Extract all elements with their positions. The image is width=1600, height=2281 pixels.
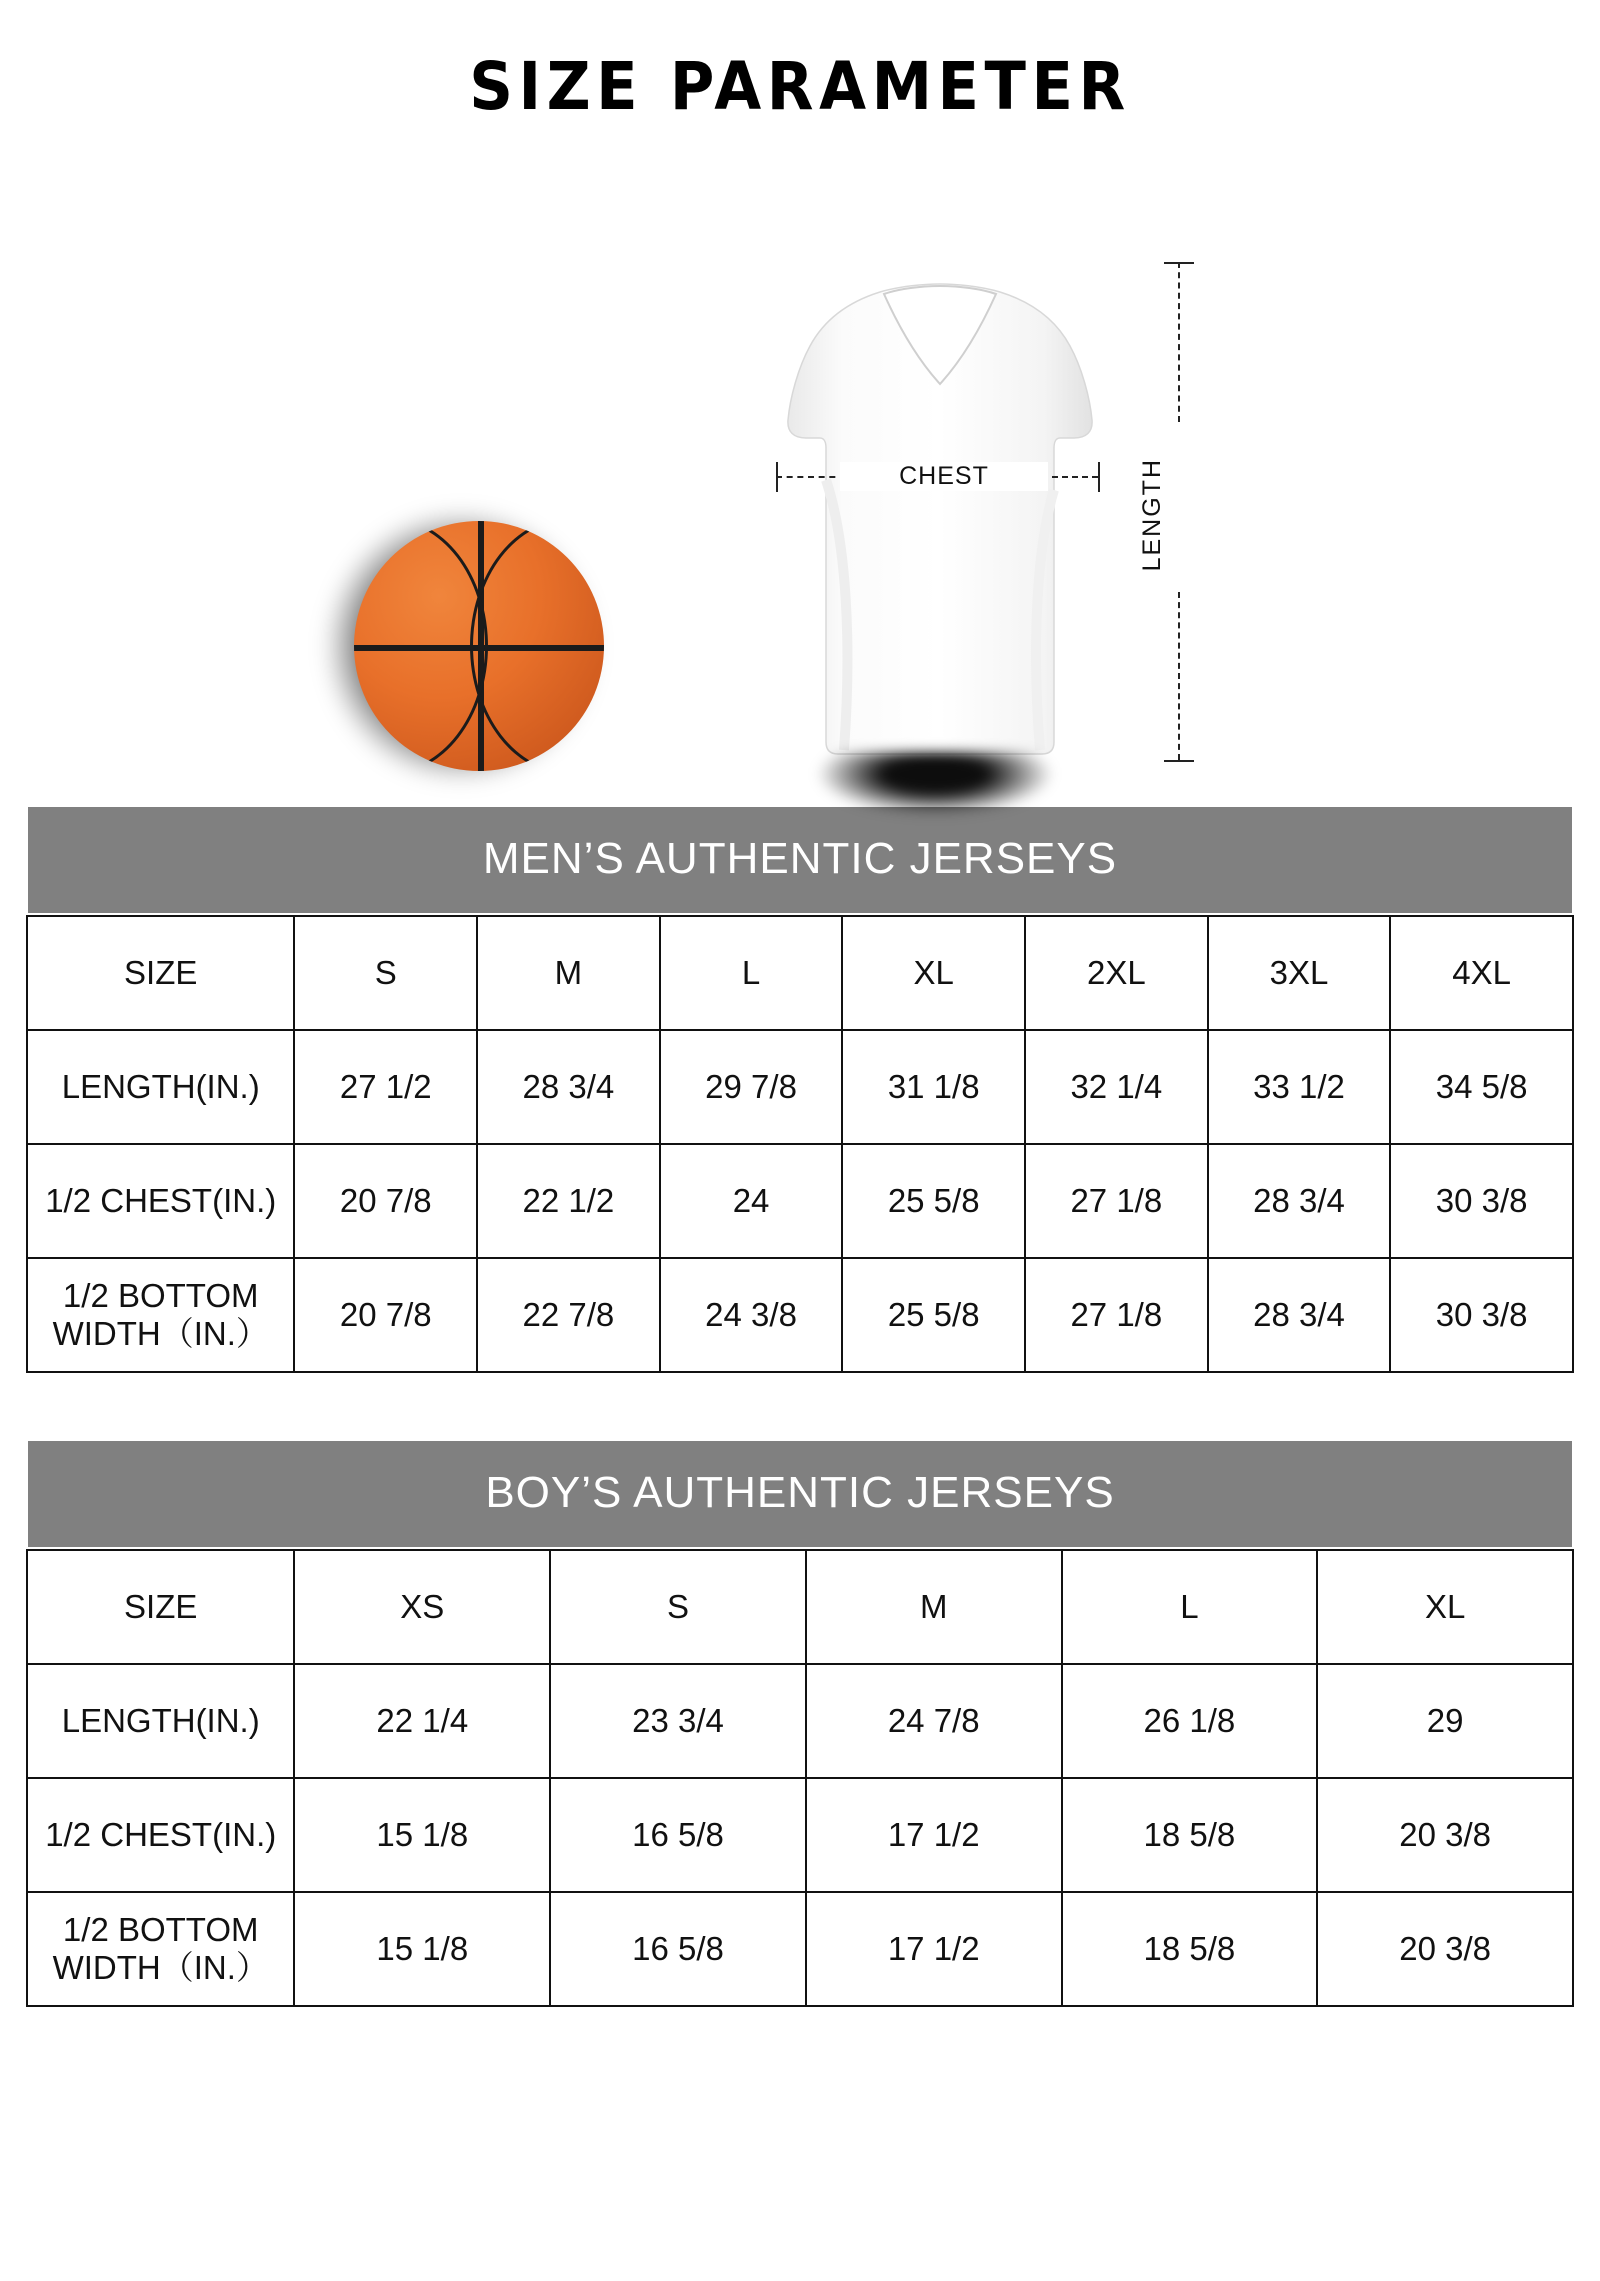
- data-cell: 20 3/8: [1317, 1892, 1573, 2006]
- data-cell: 18 5/8: [1062, 1778, 1318, 1892]
- data-cell: 22 1/4: [294, 1664, 550, 1778]
- data-cell: 20 7/8: [294, 1258, 477, 1372]
- data-cell: 30 3/8: [1390, 1258, 1573, 1372]
- header-cell: 4XL: [1390, 916, 1573, 1030]
- header-cell: 3XL: [1208, 916, 1391, 1030]
- chest-tick-right: [1098, 462, 1100, 492]
- page-title: SIZE PARAMETER: [469, 48, 1131, 125]
- length-dash-top: [1178, 262, 1180, 422]
- header-cell: XL: [842, 916, 1025, 1030]
- data-cell: 15 1/8: [294, 1778, 550, 1892]
- header-cell: M: [806, 1550, 1062, 1664]
- mens-table-heading: MEN’S AUTHENTIC JERSEYS: [26, 805, 1574, 915]
- basketball-icon: [318, 495, 618, 795]
- jersey-icon: [760, 280, 1166, 840]
- length-dash-bottom: [1178, 592, 1180, 760]
- chest-measure-label: CHEST: [840, 462, 1048, 491]
- data-cell: 26 1/8: [1062, 1664, 1318, 1778]
- data-cell: 22 1/2: [477, 1144, 660, 1258]
- data-cell: 15 1/8: [294, 1892, 550, 2006]
- header-cell: S: [294, 916, 477, 1030]
- table-row: [27, 1892, 1573, 2006]
- basketball-graphic: [354, 521, 604, 771]
- data-cell: 23 3/4: [550, 1664, 806, 1778]
- header-cell: M: [477, 916, 660, 1030]
- table-row: [27, 1144, 1573, 1258]
- table-row: [27, 1550, 1573, 1664]
- chest-dash-left: [776, 476, 846, 478]
- data-cell: 24 3/8: [660, 1258, 843, 1372]
- boys-table-heading: BOY’S AUTHENTIC JERSEYS: [26, 1439, 1574, 1549]
- jersey-graphic: [760, 280, 1120, 820]
- header-cell: SIZE: [27, 1550, 294, 1664]
- length-axis: [1178, 262, 1180, 762]
- jersey-shadow: [815, 752, 1055, 816]
- data-cell: 20 7/8: [294, 1144, 477, 1258]
- data-cell: 32 1/4: [1025, 1030, 1208, 1144]
- mens-size-table: [26, 915, 1574, 1373]
- row-label: 1/2 CHEST(IN.): [27, 1778, 294, 1892]
- ball-seam-curve-left: [354, 521, 488, 771]
- header-cell: XL: [1317, 1550, 1573, 1664]
- length-measure-label: LENGTH: [1138, 458, 1166, 572]
- row-label: LENGTH(IN.): [27, 1030, 294, 1144]
- header-cell: 2XL: [1025, 916, 1208, 1030]
- header-cell: L: [660, 916, 843, 1030]
- data-cell: 17 1/2: [806, 1892, 1062, 2006]
- table-row: [27, 1778, 1573, 1892]
- data-cell: 20 3/8: [1317, 1778, 1573, 1892]
- data-cell: 29 7/8: [660, 1030, 843, 1144]
- ball-seam-curve-right: [470, 521, 604, 771]
- length-cap-bottom: [1164, 760, 1194, 762]
- data-cell: 28 3/4: [1208, 1144, 1391, 1258]
- table-row: [27, 916, 1573, 1030]
- row-label: 1/2 CHEST(IN.): [27, 1144, 294, 1258]
- table-row: [27, 1664, 1573, 1778]
- row-label: 1/2 BOTTOM WIDTH（IN.）: [27, 1892, 294, 2006]
- data-cell: 29: [1317, 1664, 1573, 1778]
- size-diagram: [0, 125, 1600, 805]
- data-cell: 27 1/2: [294, 1030, 477, 1144]
- header-cell: S: [550, 1550, 806, 1664]
- data-cell: 24 7/8: [806, 1664, 1062, 1778]
- data-cell: 27 1/8: [1025, 1258, 1208, 1372]
- data-cell: 28 3/4: [1208, 1258, 1391, 1372]
- data-cell: 22 7/8: [477, 1258, 660, 1372]
- header-cell: XS: [294, 1550, 550, 1664]
- row-label: LENGTH(IN.): [27, 1664, 294, 1778]
- data-cell: 33 1/2: [1208, 1030, 1391, 1144]
- boys-size-table-block: [26, 1439, 1574, 2007]
- data-cell: 30 3/8: [1390, 1144, 1573, 1258]
- data-cell: 18 5/8: [1062, 1892, 1318, 2006]
- data-cell: 31 1/8: [842, 1030, 1025, 1144]
- data-cell: 17 1/2: [806, 1778, 1062, 1892]
- data-cell: 24: [660, 1144, 843, 1258]
- header-cell: SIZE: [27, 916, 294, 1030]
- header-cell: L: [1062, 1550, 1318, 1664]
- data-cell: 25 5/8: [842, 1258, 1025, 1372]
- data-cell: 25 5/8: [842, 1144, 1025, 1258]
- data-cell: 16 5/8: [550, 1778, 806, 1892]
- data-cell: 27 1/8: [1025, 1144, 1208, 1258]
- table-row: [27, 1030, 1573, 1144]
- data-cell: 16 5/8: [550, 1892, 806, 2006]
- table-row: [27, 1258, 1573, 1372]
- data-cell: 28 3/4: [477, 1030, 660, 1144]
- boys-size-table: [26, 1549, 1574, 2007]
- data-cell: 34 5/8: [1390, 1030, 1573, 1144]
- row-label: 1/2 BOTTOM WIDTH（IN.）: [27, 1258, 294, 1372]
- mens-size-table-block: [26, 805, 1574, 1373]
